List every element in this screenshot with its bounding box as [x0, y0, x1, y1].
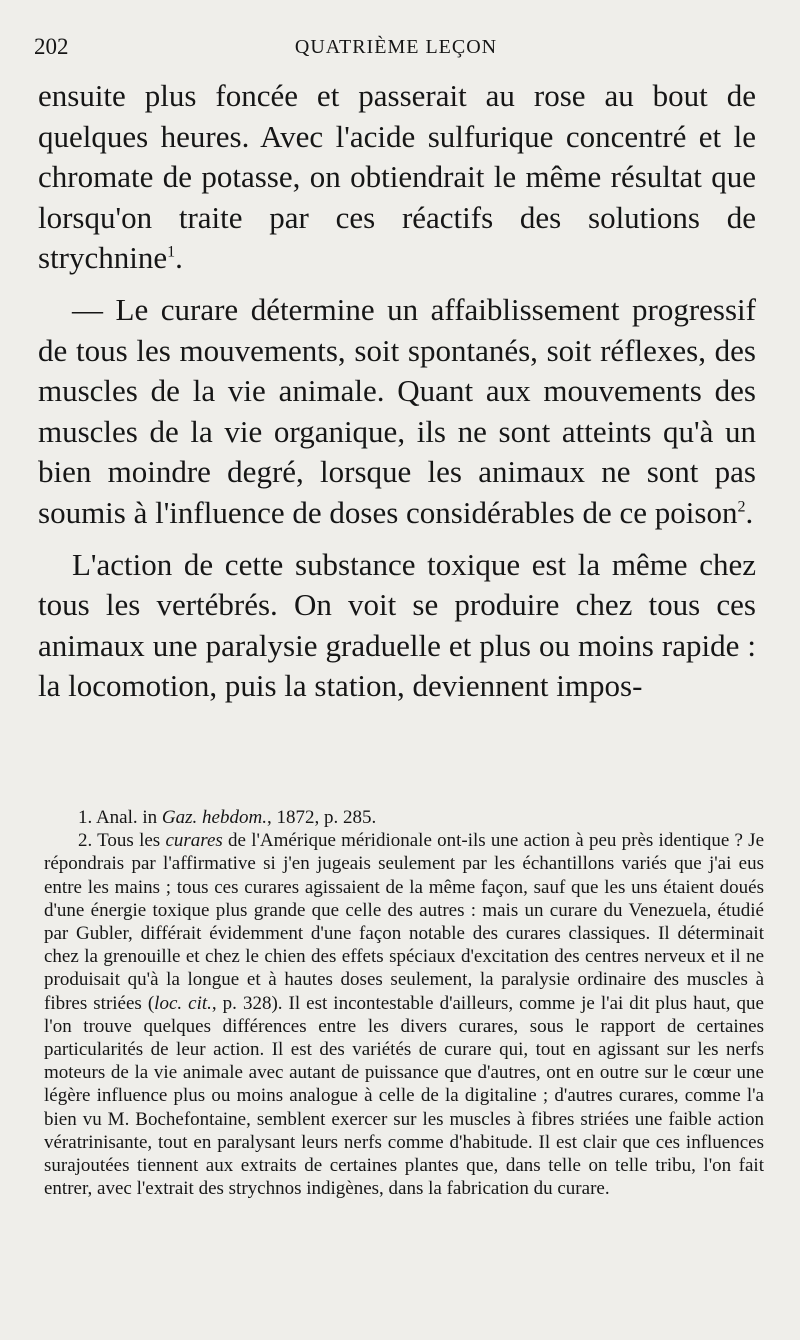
footnote-2-loc-cit: loc. cit.: [154, 992, 212, 1014]
footnote-2: [44, 829, 764, 1200]
page-header: [34, 34, 758, 68]
footnote-2-a: 2. Tous les: [78, 830, 166, 852]
main-text: [38, 76, 756, 707]
running-title: QUATRIÈME LEÇON: [294, 36, 498, 58]
footnote-2-b: de l'Amérique méridionale ont-ils une action à peu près identique ? Je répondrais par l'affirmative si j'en jugeais seulement par les échantillons variés que j'ai eus entre les mains ; tous ces curares agissaient de la même façon, sauf que les uns étaient doués d'une énergie toxique plus grande que celle des autres : mais un curare du Venezuela, étudié par Gubler, différait évidemment d'une façon notable des curares classiques. Il déterminait chez la grenouille et chez le chien des effets spéciaux d'excitation des centres nerveux et il ne produisait qu'à la longue et à hautes doses seulement, la paralysie ordinaire des muscles à fibres striées (: [44, 830, 765, 1014]
page-number: 202: [34, 34, 69, 59]
footnotes: [44, 806, 764, 1200]
paragraph-2: [38, 290, 756, 534]
footnote-2-curares: curares: [165, 830, 223, 852]
footnote-ref-1: 1: [167, 244, 176, 262]
footnote-ref-2: 2: [737, 498, 746, 516]
paragraph-1: [38, 76, 756, 279]
footnote-1: [44, 806, 764, 829]
paragraph-1-end: .: [175, 240, 183, 276]
paragraph-1-text: ensuite plus foncée et passerait au rose au bout de quelques heures. Avec l'acide sulfurique concentré et le chromate de potasse, on obtiendrait le même résultat que lorsqu'on traite par ces réactifs des solutions de strychnine: [38, 78, 756, 276]
footnote-1-a: 1. Anal. in: [78, 807, 162, 828]
footnote-2-c: , p. 328). Il est incontestable d'ailleurs, comme je l'ai dit plus haut, que l'on trouve quelques différences entre les divers curares, sous le rapport de certaines particularités de leur action. Il est des variétés de curare qui, tout en agissant sur les nerfs moteurs de la vie animale avec autant de puissance que d'autres, ont en outre sur le cœur une légère influence plus ou moins analogue à celle de la digitaline ; d'autres curares, comme l'a bien vu M. Bochefontaine, semblent exercer sur les muscles à fibres striées une faible action vératrinisante, tout en paralysant leurs nerfs comme d'habitude. Il est clair que ces influences surajoutées tiennent aux extraits de certaines plantes que, dans telle on telle tribu, l'on fait entrer, avec l'extrait des strychnos indigènes, dans la fabrication du curare.: [44, 992, 764, 1200]
footnote-1-b: , 1872, p. 285.: [266, 807, 377, 828]
paragraph-3: L'action de cette substance toxique est la même chez tous les vertébrés. On voit se produire chez tous ces animaux une paralysie graduelle et plus ou moins rapide : la locomotion, puis la station, deviennent impos-: [38, 546, 756, 704]
paragraph-2-end: .: [745, 494, 754, 530]
paragraph-2-text: — Le curare détermine un affaiblissement progressif de tous les mouvements, soit spontanés, soit réflexes, des muscles de la vie animale. Quant aux mouvements des muscles de la vie organique, ils ne sont atteints qu'à un bien moindre degré, lorsque les animaux ne sont pas soumis à l'influence de doses considérables de ce poison: [38, 291, 756, 530]
footnote-1-journal: Gaz. hebdom.: [161, 807, 267, 828]
